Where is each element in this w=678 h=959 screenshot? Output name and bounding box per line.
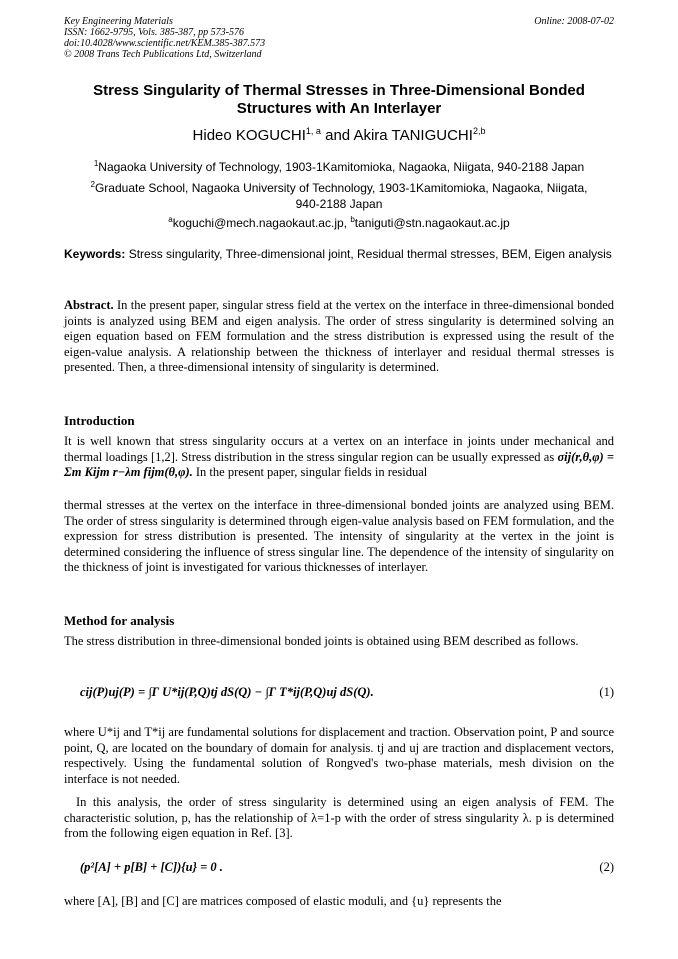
emails xyxy=(64,212,614,231)
author-1: Hideo KOGUCHI xyxy=(192,127,306,144)
issn: ISSN: 1662-9795, Vols. 385-387, pp 573-576 xyxy=(64,27,244,38)
aff2-sup: 2 xyxy=(90,180,95,189)
author-1-sup: 1, a xyxy=(305,126,321,136)
abstract-label: Abstract. xyxy=(64,298,114,312)
equation-2 xyxy=(80,860,614,875)
aff1-text: Nagaoka University of Technology, 1903-1Kamitomioka, Nagaoka, Niigata, 940-2188 Japan xyxy=(98,160,585,174)
method-heading: Method for analysis xyxy=(64,613,175,628)
keywords-label: Keywords: xyxy=(64,247,126,261)
method-text-2: where U*ij and T*ij are fundamental solutions for displacement and traction. Observation point, P and source point, Q, are located on the boundary of domain for analysis. tj and uj are traction and displacement vectors, respectively. Using the fundamental solution of Rongved's two-phase materials, mesh division on the interface is not needed. xyxy=(64,725,614,786)
abstract xyxy=(64,298,614,376)
journal-name: Key Engineering Materials xyxy=(64,16,173,27)
author-2: and Akira TANIGUCHI xyxy=(320,127,473,144)
intro-text-a: It is well known that stress singularity occurs at a vertex on an interface in joints under mechanical and thermal loadings [1,2]. Stress distribution in the stress singular region can be usually expressed as xyxy=(64,434,614,464)
email-a-sup: a xyxy=(168,215,173,224)
email-a: koguchi@mech.nagaokaut.ac.jp, xyxy=(172,216,351,230)
paper-title xyxy=(64,82,614,118)
keywords xyxy=(64,247,614,262)
inline-equation: σij(r,θ,φ) = Σm Kijm r−λm fijm(θ,φ). xyxy=(64,449,615,479)
author-2-sup: 2,b xyxy=(472,126,486,136)
equation-2-body: (p²[A] + p[B] + [C]){u} = 0 . xyxy=(80,860,223,874)
copyright: © 2008 Trans Tech Publications Ltd, Switzerland xyxy=(64,49,262,60)
method-text-4: where [A], [B] and [C] are matrices composed of elastic moduli, and {u} represents the xyxy=(64,894,502,908)
title-line-2: Structures with An Interlayer xyxy=(236,100,442,117)
method-text-1: The stress distribution in three-dimensional bonded joints is obtained using BEM described as follows. xyxy=(64,634,579,648)
aff2-line2: 940-2188 Japan xyxy=(295,197,383,211)
keywords-text: Stress singularity, Three-dimensional joint, Residual thermal stresses, BEM, Eigen analysis xyxy=(125,247,612,261)
intro-text-b: In the present paper, singular fields in residual xyxy=(192,465,428,479)
equation-1-body: cij(P)uj(P) = ∫Γ U*ij(P,Q)tj dS(Q) − ∫Γ T*ij(P,Q)uj dS(Q). xyxy=(80,685,374,699)
introduction-para-2: thermal stresses at the vertex on the interface in three-dimensional bonded joints are analyzed using BEM. The order of stress singularity is determined through eigen-value analysis based on FEM formulation, and the expression for stress distribution is presented. The intensity of singularity at the vertex in the joint is determined considering the influence of stress singular line. The dependence of the intensity of singularity on the thickness of joint is investigated for various thicknesses of interlayer. xyxy=(64,498,614,574)
equation-1 xyxy=(80,685,614,700)
email-b-sup: b xyxy=(350,215,355,224)
equation-2-number: (2) xyxy=(599,860,614,874)
title-line-1: Stress Singularity of Thermal Stresses in Three-Dimensional Bonded xyxy=(93,82,585,99)
introduction-para-1 xyxy=(64,434,614,481)
affiliation-1 xyxy=(64,156,614,175)
doi: doi:10.4028/www.scientific.net/KEM.385-387.573 xyxy=(64,38,266,49)
aff2-line1: Graduate School, Nagaoka University of Technology, 1903-1Kamitomioka, Nagaoka, Niigata, xyxy=(94,181,588,195)
abstract-text: In the present paper, singular stress field at the vertex on the interface in three-dimensional bonded joints is analyzed using BEM and eigen analysis. The order of stress singularity is determined solving an eigen equation based on FEM formulation and the stress distribution is expressed using the result of the eigen-value analysis. A relationship between the thickness of interlayer and residual thermal stresses is presented. Then, a three-dimensional intensity of singularity is determined. xyxy=(64,298,614,374)
journal-header xyxy=(64,16,265,60)
method-text-3: In this analysis, the order of stress singularity is determined using an eigen analysis of FEM. The characteristic solution, p, has the relationship of λ=1-p with the order of stress singularity λ. p is determined from the following eigen equation in Ref. [3]. xyxy=(64,795,614,840)
online-date: Online: 2008-07-02 xyxy=(534,16,614,27)
aff1-sup: 1 xyxy=(93,159,99,168)
equation-1-number: (1) xyxy=(599,685,614,699)
affiliation-2 xyxy=(64,177,614,212)
authors xyxy=(64,126,614,144)
introduction-heading: Introduction xyxy=(64,413,135,428)
email-b: taniguti@stn.nagaokaut.ac.jp xyxy=(354,216,510,230)
